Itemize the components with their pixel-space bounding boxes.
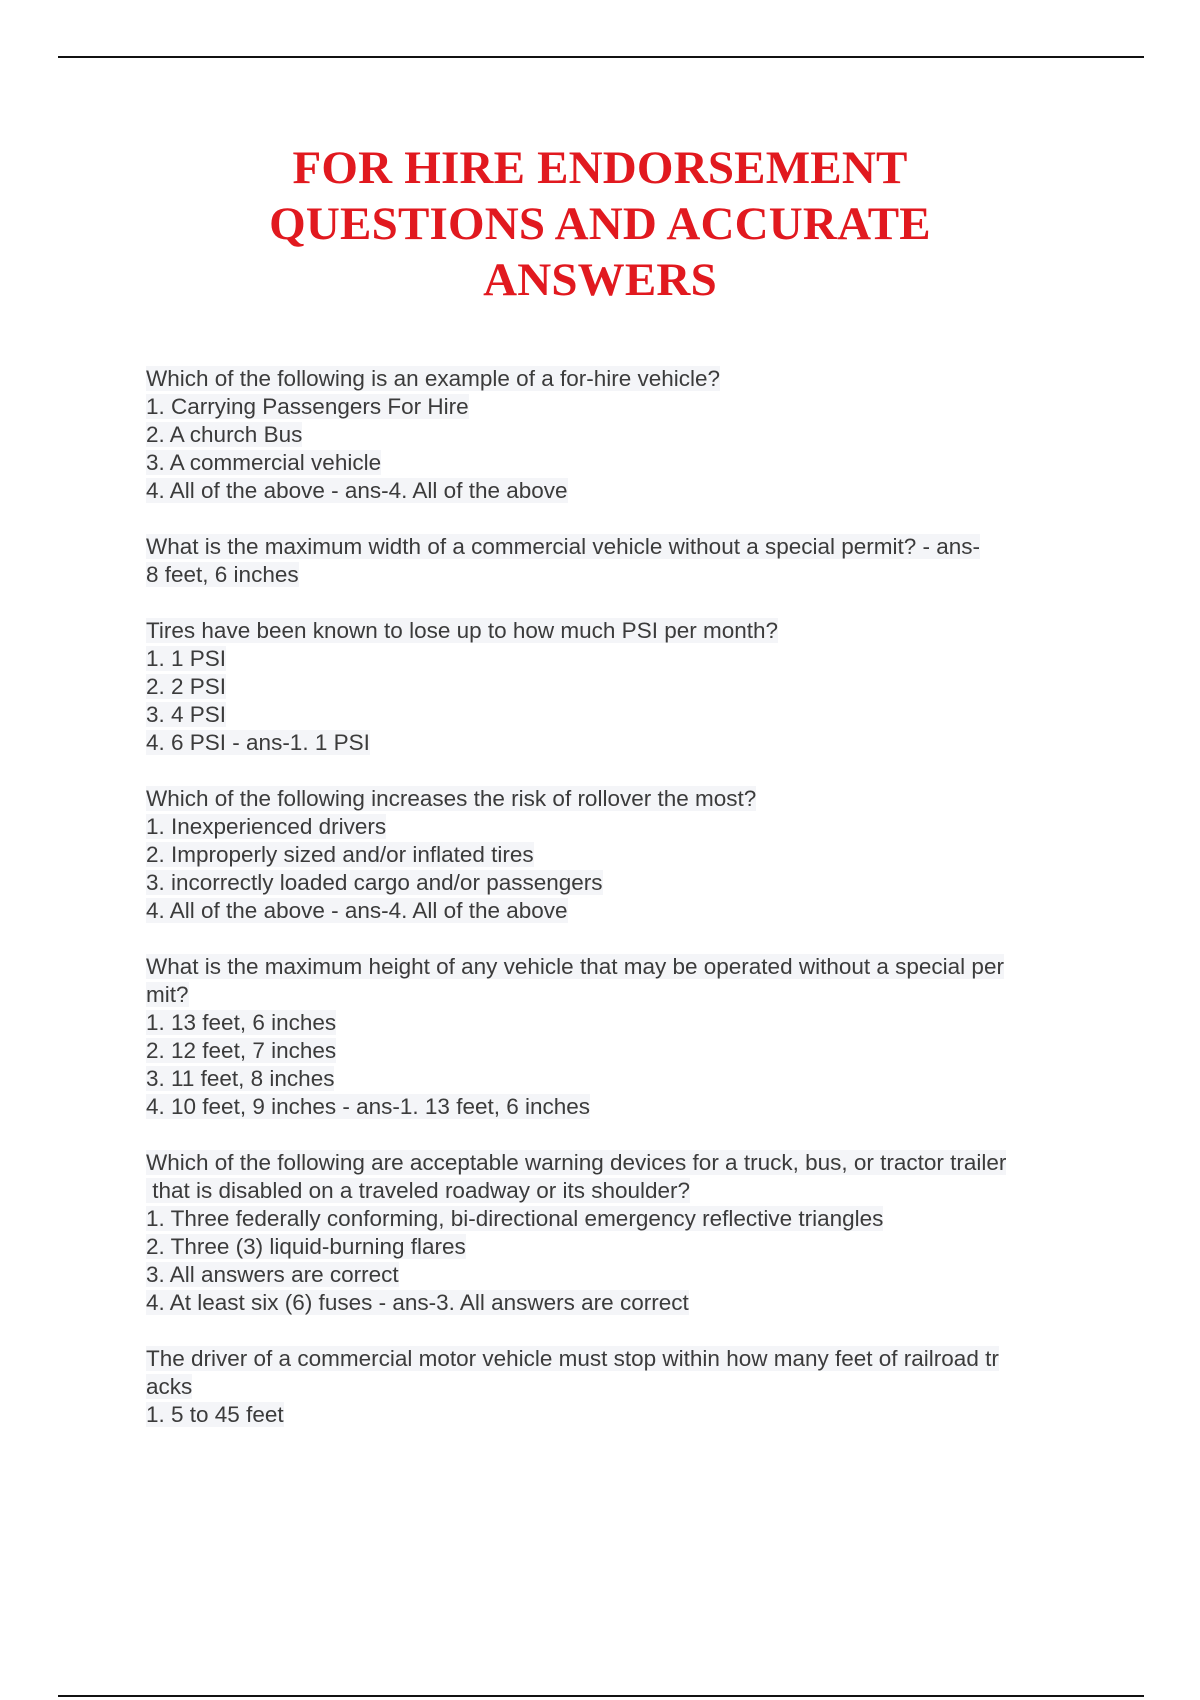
qa-block xyxy=(146,365,1096,505)
answer-option: 3. 4 PSI xyxy=(146,702,227,727)
answer-text: 8 feet, 6 inches xyxy=(146,562,299,587)
answer-option: 3. incorrectly loaded cargo and/or passengers xyxy=(146,870,603,895)
answer-option: 4. 6 PSI - ans-1. 1 PSI xyxy=(146,730,370,755)
question-text: that is disabled on a traveled roadway or its shoulder? xyxy=(146,1178,691,1203)
question-text: What is the maximum height of any vehicle that may be operated without a special per xyxy=(146,954,1004,979)
answer-option: 4. 10 feet, 9 inches - ans-1. 13 feet, 6 inches xyxy=(146,1094,591,1119)
answer-option: 1. 5 to 45 feet xyxy=(146,1402,284,1427)
title-line: ANSWERS xyxy=(483,254,717,306)
answer-option: 1. Inexperienced drivers xyxy=(146,814,387,839)
answer-option: 2. Improperly sized and/or inflated tires xyxy=(146,842,534,867)
qa-content xyxy=(146,365,1096,1457)
answer-option: 3. A commercial vehicle xyxy=(146,450,382,475)
answer-option: 4. All of the above - ans-4. All of the above xyxy=(146,898,568,923)
answer-option: 1. 1 PSI xyxy=(146,646,227,671)
answer-option: 2. A church Bus xyxy=(146,422,303,447)
answer-option: 2. Three (3) liquid-burning flares xyxy=(146,1234,466,1259)
qa-block xyxy=(146,953,1096,1121)
qa-block xyxy=(146,617,1096,757)
question-text: Tires have been known to lose up to how much PSI per month? xyxy=(146,618,779,643)
title-line: QUESTIONS AND ACCURATE xyxy=(269,198,931,250)
answer-option: 3. 11 feet, 8 inches xyxy=(146,1066,335,1091)
qa-block xyxy=(146,1149,1096,1317)
question-text: What is the maximum width of a commercial vehicle without a special permit? - ans- xyxy=(146,534,981,559)
answer-option: 4. At least six (6) fuses - ans-3. All answers are correct xyxy=(146,1290,689,1315)
answer-option: 2. 12 feet, 7 inches xyxy=(146,1038,337,1063)
qa-block xyxy=(146,1345,1096,1429)
question-text: The driver of a commercial motor vehicle must stop within how many feet of railroad tr xyxy=(146,1346,999,1371)
question-text: mit? xyxy=(146,982,189,1007)
qa-block xyxy=(146,785,1096,925)
question-text: acks xyxy=(146,1374,193,1399)
answer-option: 1. 13 feet, 6 inches xyxy=(146,1010,337,1035)
answer-option: 3. All answers are correct xyxy=(146,1262,399,1287)
title-line: FOR HIRE ENDORSEMENT xyxy=(292,142,908,194)
answer-option: 1. Carrying Passengers For Hire xyxy=(146,394,469,419)
qa-block xyxy=(146,533,1096,589)
question-text: Which of the following increases the risk of rollover the most? xyxy=(146,786,757,811)
bottom-rule xyxy=(58,1695,1144,1697)
top-rule xyxy=(58,56,1144,58)
answer-option: 4. All of the above - ans-4. All of the above xyxy=(146,478,568,503)
question-text: Which of the following is an example of a for-hire vehicle? xyxy=(146,366,721,391)
answer-option: 1. Three federally conforming, bi-directional emergency reflective triangles xyxy=(146,1206,884,1231)
document-title xyxy=(0,140,1200,308)
question-text: Which of the following are acceptable warning devices for a truck, bus, or tractor trailer xyxy=(146,1150,1007,1175)
answer-option: 2. 2 PSI xyxy=(146,674,227,699)
